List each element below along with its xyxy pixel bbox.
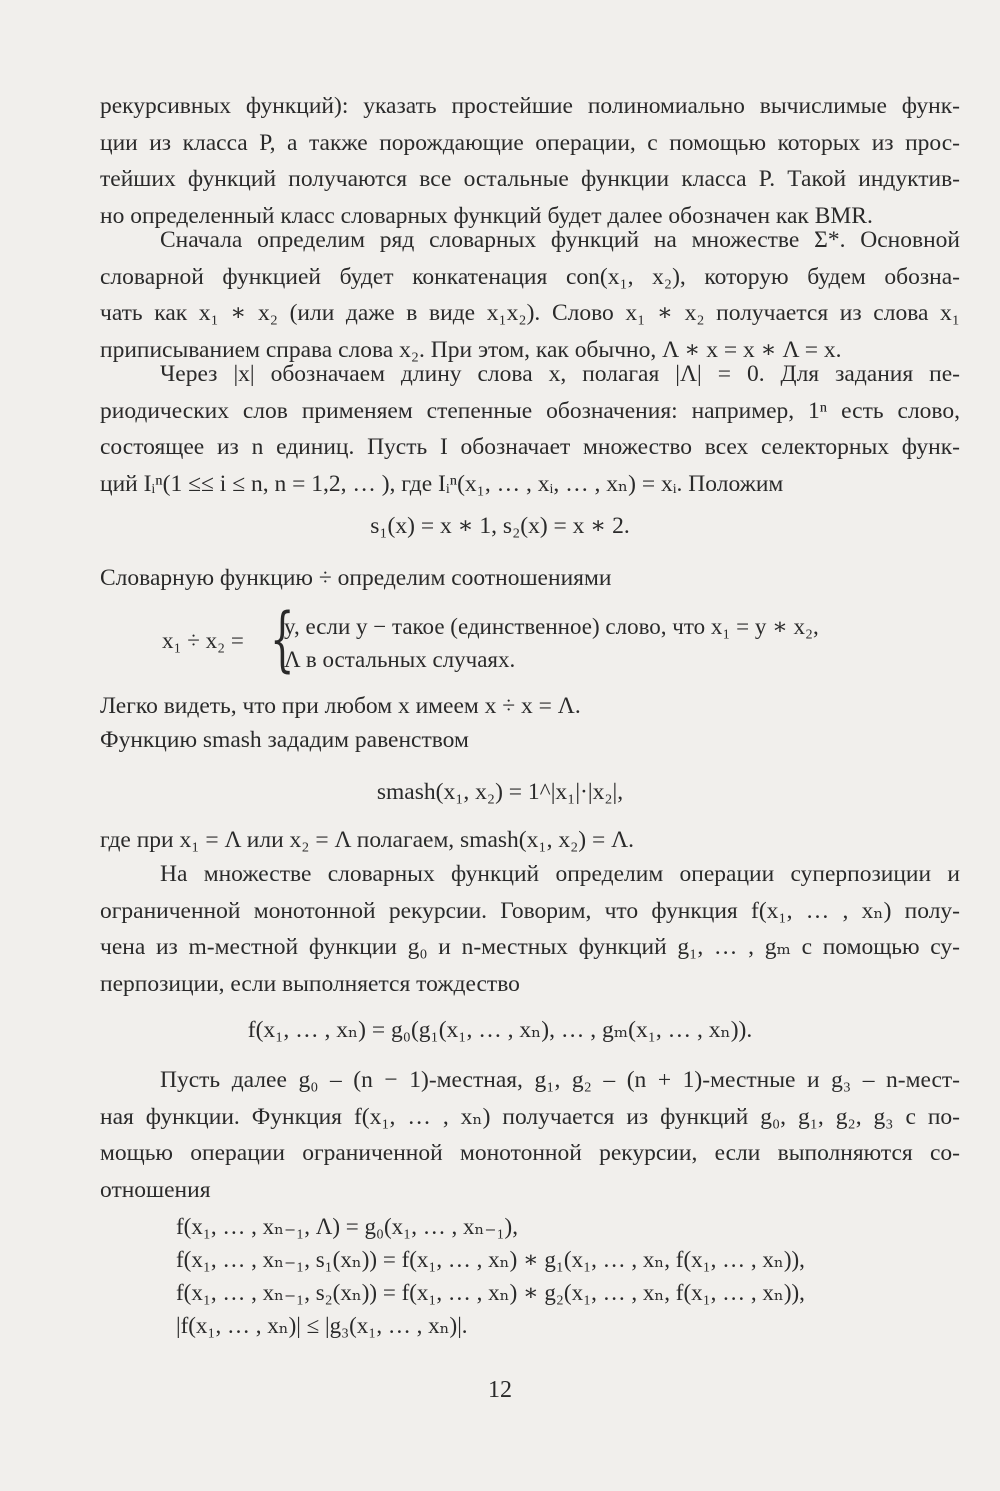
paragraph-8 <box>100 856 960 1002</box>
p3-line-3: состоящее из n единиц. Пусть I обозначает множество всех селекторных функ- <box>100 434 960 460</box>
paragraph-7: где при x₁ = Λ или x₂ = Λ полагаем, smash(x₁, x₂) = Λ. <box>100 827 635 853</box>
page-number: 12 <box>488 1377 512 1403</box>
division-case-2: Λ в остальных случаях. <box>284 647 516 672</box>
paragraph-6: Функцию smash зададим равенством <box>100 727 469 753</box>
recursion-line-4: |f(x₁, … , xₙ)| ≤ |g₃(x₁, … , xₙ)|. <box>176 1313 468 1338</box>
paragraph-3 <box>100 356 960 502</box>
p1-line-1: рекурсивных функций): указать простейшие полиномиально вычислимые функ- <box>100 93 960 119</box>
p2-line-4: приписыванием справа слова x₂. При этом, как обычно, Λ ∗ x = x ∗ Λ = x. <box>100 336 842 363</box>
p8-line-2: ограниченной монотонной рекурсии. Говорим, что функция f(x₁, … , xₙ) полу- <box>100 897 960 924</box>
p2-line-3: чать как x₁ ∗ x₂ (или даже в виде x₁x₂). Слово x₁ ∗ x₂ получается из слова x₁ <box>100 300 960 326</box>
brace-icon: { <box>270 598 295 680</box>
paragraph-5: Легко видеть, что при любом x имеем x ÷ x = Λ. <box>100 693 581 719</box>
p2-line-2: словарной функцией будет конкатенация con(x₁, x₂), которую будем обозна- <box>100 263 960 290</box>
paragraph-2 <box>100 222 960 368</box>
division-case-1: y, если y − такое (единственное) слово, что x₁ = y ∗ x₂, <box>284 614 819 639</box>
paragraph-1 <box>100 88 960 234</box>
p9-line-3: мощью операции ограниченной монотонной рекурсии, если выполняются со- <box>100 1140 960 1166</box>
p1-line-3: тейших функций получаются все остальные функции класса P. Такой индуктив- <box>100 166 960 192</box>
p2-line-1: Сначала определим ряд словарных функций на множестве Σ*. Основной <box>160 227 960 253</box>
p9-line-1: Пусть далее g₀ – (n − 1)-местная, g₁, g₂ – (n + 1)-местные и g₃ – n-мест- <box>160 1067 960 1093</box>
division-cases <box>284 610 819 676</box>
p3-line-4: ций Iᵢⁿ(1 ≤≤ i ≤ n, n = 1,2, … ), где Iᵢⁿ(x₁, … , xᵢ, … , xₙ) = xᵢ. Положим <box>100 470 784 497</box>
equation-recursion <box>176 1210 805 1342</box>
p8-line-3: чена из m-местной функции g₀ и n-местных функций g₁, … , gₘ с помощью су- <box>100 934 960 960</box>
p3-line-1: Через |x| обозначаем длину слова x, полагая |Λ| = 0. Для задания пе- <box>160 361 960 387</box>
division-lhs: x₁ ÷ x₂ = <box>162 628 244 653</box>
p8-line-1: На множестве словарных функций определим операции суперпозиции и <box>160 861 960 887</box>
p1-line-4: но определенный класс словарных функций будет далее обозначен как BMR. <box>100 202 873 229</box>
p9-line-4: отношения <box>100 1176 211 1203</box>
p3-line-2: риодических слов применяем степенные обозначения: например, 1ⁿ есть слово, <box>100 397 960 424</box>
paragraph-9 <box>100 1062 960 1208</box>
equation-successors: s₁(x) = x ∗ 1, s₂(x) = x ∗ 2. <box>370 513 630 539</box>
p8-line-4: перпозиции, если выполняется тождество <box>100 970 520 997</box>
recursion-line-2: f(x₁, … , xₙ₋₁, s₁(xₙ)) = f(x₁, … , xₙ) ∗ g₁(x₁, … , xₙ, f(x₁, … , xₙ)), <box>176 1247 805 1272</box>
recursion-line-1: f(x₁, … , xₙ₋₁, Λ) = g₀(x₁, … , xₙ₋₁), <box>176 1214 518 1239</box>
equation-smash: smash(x₁, x₂) = 1^|x₁|·|x₂|, <box>376 779 624 805</box>
p1-line-2: ции из класса P, а также порождающие операции, с помощью которых из прос- <box>100 129 960 156</box>
p9-line-2: ная функции. Функция f(x₁, … , xₙ) получается из функций g₀, g₁, g₂, g₃ с по- <box>100 1103 960 1130</box>
recursion-line-3: f(x₁, … , xₙ₋₁, s₂(xₙ)) = f(x₁, … , xₙ) ∗ g₂(x₁, … , xₙ, f(x₁, … , xₙ)), <box>176 1280 805 1305</box>
paragraph-4: Словарную функцию ÷ определим соотношениями <box>100 565 612 591</box>
equation-superposition: f(x₁, … , xₙ) = g₀(g₁(x₁, … , xₙ), … , gₘ(x₁, … , xₙ)). <box>247 1017 753 1043</box>
